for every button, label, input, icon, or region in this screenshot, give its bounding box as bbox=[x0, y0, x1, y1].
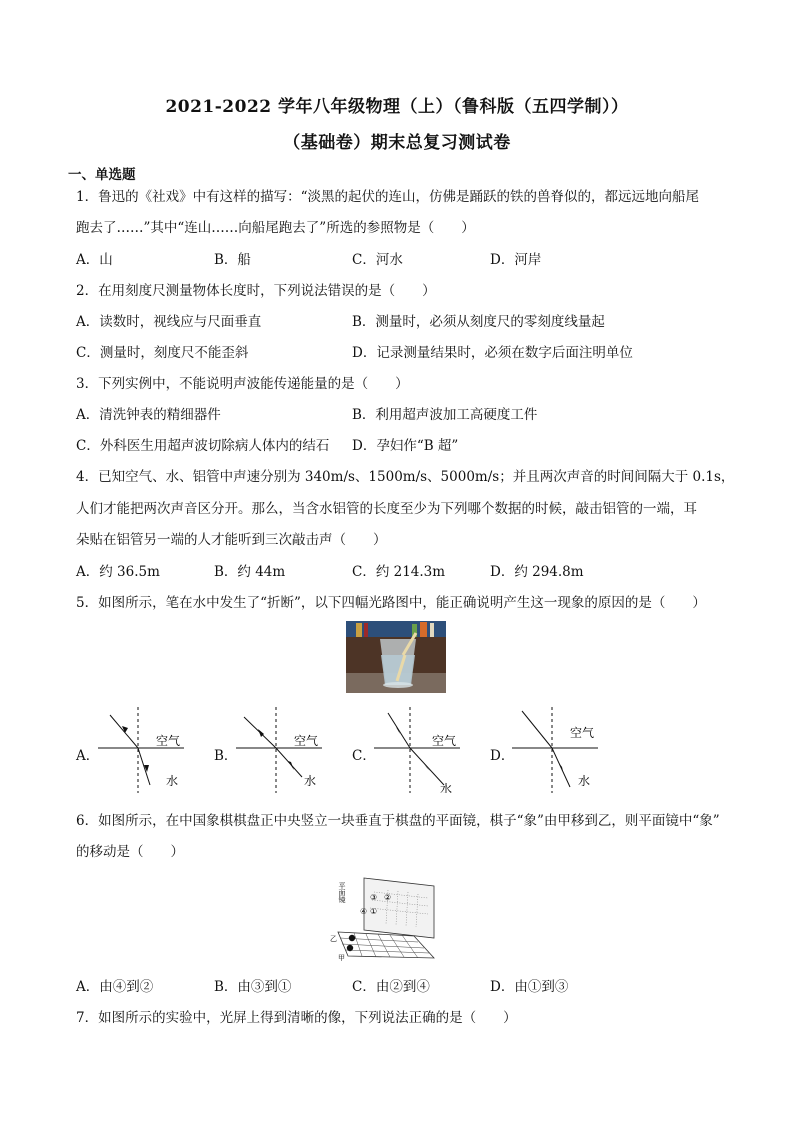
q3-option-d: D．孕妇作“B 超” bbox=[352, 438, 459, 454]
q2-text: 2．在用刻度尺测量物体长度时，下列说法错误的是（ ） bbox=[76, 283, 436, 299]
q5-diagram-c bbox=[374, 707, 466, 793]
mirror-label: 平面镜 bbox=[338, 882, 346, 903]
water-label: 水 bbox=[166, 774, 179, 788]
q3-text: 3．下列实例中，不能说明声波能传递能量的是（ ） bbox=[76, 376, 409, 392]
q5-diagram-d bbox=[512, 707, 604, 793]
q2-option-c: C．测量时，刻度尺不能歪斜 bbox=[76, 345, 249, 361]
q3-option-c: C．外科医生用超声波切除病人体内的结石 bbox=[76, 438, 330, 454]
q5-text: 5．如图所示，笔在水中发生了“折断”，以下四幅光路图中，能正确说明产生这一现象的原因的是（ ） bbox=[76, 595, 706, 611]
q1-option-b: B．船 bbox=[214, 252, 251, 268]
title-line-2: （基础卷）期末总复习测试卷 bbox=[283, 133, 511, 153]
q5-option-d-label: D． bbox=[490, 748, 515, 764]
piece-jia bbox=[347, 945, 353, 951]
q6-text-line2: 的移动是（ ） bbox=[76, 844, 184, 860]
q6-text-line1: 6．如图所示，在中国象棋棋盘正中央竖立一块垂直于棋盘的平面镜，棋子“象”由甲移到乙，则平面镜中“象” bbox=[76, 813, 720, 829]
q5-diagram-b bbox=[236, 707, 328, 793]
incident-ray bbox=[388, 713, 410, 748]
q6-option-c: C．由②到④ bbox=[352, 979, 430, 995]
air-label: 空气 bbox=[294, 734, 319, 748]
q2-option-a: A．读数时，视线应与尺面垂直 bbox=[76, 314, 262, 330]
air-label: 空气 bbox=[156, 734, 181, 748]
q4-option-c: C．约 214.3m bbox=[352, 564, 446, 580]
title-line-1: 2021-2022 学年八年级物理（上）（鲁科版（五四学制）） bbox=[165, 97, 629, 117]
jia-label: 甲 bbox=[338, 954, 345, 962]
pos-1: ① bbox=[370, 907, 378, 916]
pos-3: ③ bbox=[370, 893, 378, 902]
q3-option-a: A．清洗钟表的精细器件 bbox=[76, 407, 221, 423]
chessboard-mirror-diagram bbox=[330, 872, 462, 964]
water-label: 水 bbox=[304, 774, 317, 788]
q6-option-b: B．由③到① bbox=[214, 979, 292, 995]
q1-option-a: A．山 bbox=[76, 252, 113, 268]
q4-option-d: D．约 294.8m bbox=[490, 564, 584, 580]
q3-option-b: B．利用超声波加工高硬度工件 bbox=[352, 407, 538, 423]
water-label: 水 bbox=[440, 782, 453, 793]
q1-text-line1: 1．鲁迅的《社戏》中有这样的描写：“淡黑的起伏的连山，仿佛是踊跃的铁的兽脊似的，都远远地向船尾 bbox=[76, 189, 699, 205]
q2-option-d: D．记录测量结果时，必须在数字后面注明单位 bbox=[352, 345, 633, 361]
q2-option-b: B．测量时，必须从刻度尺的零刻度线量起 bbox=[352, 314, 605, 330]
q4-text-line2: 人们才能把两次声音区分开。那么，当含水铝管的长度至少为下列哪个数据的时候，敲击铝管的一端，耳 bbox=[76, 501, 697, 517]
photo-illustration bbox=[346, 621, 446, 693]
q1-option-d: D．河岸 bbox=[490, 252, 542, 268]
q1-option-c: C．河水 bbox=[352, 252, 403, 268]
air-label: 空气 bbox=[432, 734, 457, 748]
q5-diagram-a bbox=[98, 707, 190, 793]
refracted-ray bbox=[552, 748, 570, 787]
q5-option-b-label: B． bbox=[214, 748, 238, 764]
incident-ray bbox=[110, 715, 138, 748]
pos-2: ② bbox=[384, 893, 392, 902]
q6-option-a: A．由④到② bbox=[76, 979, 154, 995]
q5-option-a-label: A． bbox=[76, 748, 100, 764]
piece-yi bbox=[349, 935, 355, 941]
q4-text-line1: 4．已知空气、水、铝管中声速分别为 340m/s、1500m/s、5000m/s；并且两次声音的时间间隔大于 0.1s， bbox=[76, 469, 735, 485]
q4-text-line3: 朵贴在铝管另一端的人才能听到三次敲击声（ ） bbox=[76, 532, 387, 548]
section-heading: 一、单选题 bbox=[68, 167, 136, 183]
q4-option-b: B．约 44m bbox=[214, 564, 286, 580]
q7-text: 7．如图所示的实验中，光屏上得到清晰的像，下列说法正确的是（ ） bbox=[76, 1010, 517, 1026]
yi-label: 乙 bbox=[330, 935, 337, 943]
q6-option-d: D．由①到③ bbox=[490, 979, 569, 995]
pos-4: ④ bbox=[360, 907, 368, 916]
refracted-ray bbox=[410, 748, 444, 785]
pencil-in-water-photo bbox=[346, 621, 446, 693]
q5-option-c-label: C． bbox=[352, 748, 376, 764]
q1-text-line2: 跑去了……”其中“连山……向船尾跑去了”所选的参照物是（ ） bbox=[76, 220, 475, 236]
q4-option-a: A．约 36.5m bbox=[76, 564, 160, 580]
water-label: 水 bbox=[578, 774, 591, 788]
air-label: 空气 bbox=[570, 726, 595, 740]
incident-ray bbox=[522, 711, 552, 748]
